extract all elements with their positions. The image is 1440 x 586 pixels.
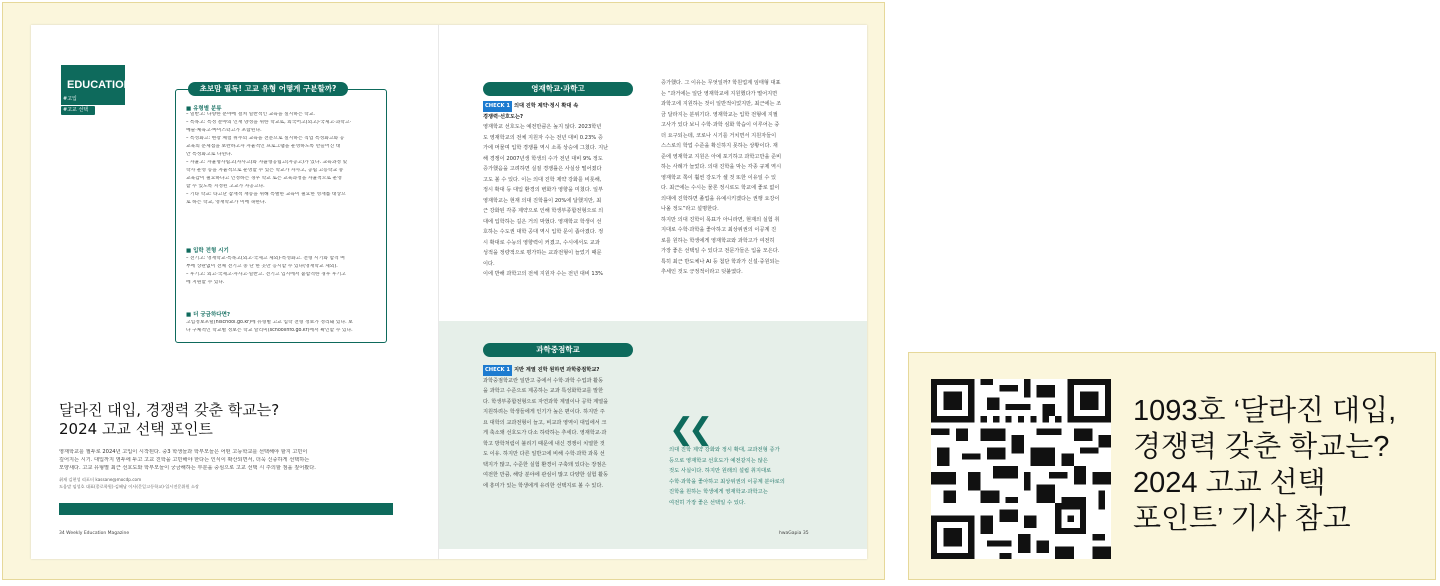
body-line: 과학중점학교란 일반고 중에서 수학·과학 수업과 활동 (483, 377, 604, 384)
body-line: 성적을 정량적으로 평가하는 교과전형이 늘었기 때문 (483, 250, 602, 256)
body-line: 이에 반해 과학고의 전체 지원자 수는 전년 대비 13% (483, 271, 603, 277)
sidebar-line: – 자율고: 자율형사립고(자사고)와 자율형공립고(자공고)가 있다. 교육과정 및 (186, 160, 348, 165)
check-title: 경쟁력·선호도는? (483, 113, 524, 120)
body-line: 추세인 것도 긍정적이라고 덧붙였다. (661, 269, 743, 275)
decorative-bar (59, 503, 393, 515)
quote-line: 수학·과학을 좋아하고 최상위권의 이공계 분야로의 (669, 478, 785, 485)
body-line: 호하는 수도권 대학 공대 역시 입학 문이 좁아졌다. 정 (483, 229, 604, 235)
sidebar-line: 안 특성화고로 나뉜다. (186, 152, 233, 157)
body-line: 로를 원하는 학생에게 영재학교와 과학고가 여전히 (661, 237, 775, 244)
sidebar-line: 학사 운영 등을 자율적으로 운영할 수 있는 학교가 자사고, 공립 고등학교 중 (186, 168, 344, 173)
tag: #고교 선택 (61, 106, 95, 115)
check-title: 지반 계열 진학 원하면 과학중점학교? (513, 367, 600, 373)
sidebar-line: 고입정보포털(hischool.go.kr)에 유형별 고교 입학 전형 정보가 정리돼 있다. 보 (186, 320, 353, 325)
body-line: 더 요구되는데, 코로나 시기를 거치면서 지원자들이 (661, 132, 777, 139)
body-line: 도 영재학교의 전체 지원자 수는 전년 대비 0.23% 증 (483, 134, 603, 141)
body-line: 지원하려는 학생들에게 인기가 높은 편이다. 하지만 주 (483, 409, 605, 415)
reference-caption (1133, 393, 1433, 537)
lede-line: 영재학교를 필두로 2024년 고입이 시작된다. 중3 학생들과 학부모들은 어떤 고등학교를 선택해야 할지 고민이 (59, 449, 308, 455)
caption-line: 포인트’ 기사 참고 (1133, 503, 1351, 535)
magazine-spread (31, 25, 867, 559)
page-number-right: hwaGapia 35 (779, 531, 809, 536)
body-line: 가장 좋은 선택일 수 있다고 전문가들은 입을 모은다. (661, 248, 780, 254)
body-line: 과학고에 지원하는 것이 일반적이었지만, 최근에는 조 (661, 101, 782, 107)
check-title: 의대 진학 제약·정시 확대 속 (513, 103, 579, 109)
sidebar-heading: ■ 더 궁금하다면? (186, 312, 231, 318)
tag: #고입 (61, 95, 95, 104)
body-line: 준에 영재학교 지원은 아예 포기하고 과학고만을 준비 (661, 153, 782, 160)
section-label: EDUCATION (61, 65, 125, 105)
body-line: 해 경쟁이 2007년생 학생의 수가 전년 대비 9% 정도 (483, 155, 603, 162)
check-label: CHECK 1 (483, 365, 512, 376)
quote-line: 진학을 원하는 학생에게 영재학교·과학고는 (669, 489, 768, 495)
body-line: 특히 최근 반도체나 AI 등 첨단 학과가 신설·중원되는 (661, 258, 780, 265)
byline: 도움말 임성호 대표(종로학원)·김혜남 이사(문일고등학교)·입시전문위원 소장 (59, 484, 199, 489)
column-left (483, 101, 661, 280)
body-line: 요 대학의 교과전형이 늘고, 비교과 영역이 대입에서 크 (483, 419, 607, 426)
sidebar-line: 할 수 있도록 지정된 고교가 자공고다. (186, 184, 265, 189)
sidebar-line: 다 구체적인 학교별 정보는 학교 알리미(schoolinfo.go.kr)에서 확인할 수 있다. (186, 328, 353, 333)
pull-quote (669, 445, 785, 508)
section-pill: 영재학교·과학고 (483, 82, 633, 96)
caption-line: 2024 고교 선택 (1133, 467, 1326, 499)
sidebar-box (175, 84, 387, 343)
section-pill: 과학중점학교 (483, 343, 633, 357)
lede-line: 모양새다. 고교 유형별 최근 선호도와 학부모들이 궁금해하는 부분을 중심으로 고교 선택 시 주의할 점을 짚어봤다. (59, 465, 316, 471)
body-line: 영재학교 쪽이 훨씬 강도가 셀 것 또한 이유일 수 있 (661, 174, 777, 181)
sidebar-line: 에 지원할 수 있다. (186, 280, 225, 285)
sidebar-line: – 기타 학교: 타고난 잠재적 재능을 위해 특별한 교육이 필요한 영재를 대상으 (186, 192, 346, 197)
body-line: 는 “과거에는 일단 영재학교에 지원했다가 떨어지면 (661, 90, 778, 97)
body-line: 가에 머물며 입학 경쟁률 역시 소폭 상승에 그쳤다. 지난 (483, 145, 609, 151)
body-line: 도 이유. 하지만 다른 일반고에 비해 수학·과학 과목 선 (483, 451, 605, 457)
quote-line: 여전히 가장 좋은 선택일 수 있다. (669, 499, 746, 506)
title-line: 2024 고교 선택 포인트 (59, 420, 213, 438)
sidebar-line: – 특성화고: 현장 체험 위주의 교육을 전문으로 실시하는 직업 특성화고와 공 (186, 136, 345, 141)
caption-line: 경쟁력 갖춘 학교는? (1133, 431, 1390, 463)
quote-line: 것도 사실이다. 하지만 원래의 설립 취지대로 (669, 468, 772, 474)
body-line: 시 확대로 수능의 영향력이 커졌고, 수시에서도 교과 (483, 239, 600, 246)
body-line: 하는 사례가 늘었다. 의대 진학을 막는 각종 규제 역시 (661, 164, 782, 170)
body-line: 에 흥미가 있는 학생에게 유리한 선택지로 볼 수 있다. (483, 482, 604, 489)
body-line: 이다. (483, 260, 495, 267)
sidebar-title: 초보맘 필독! 고교 유형 어떻게 구분할까? (188, 82, 348, 96)
page-number-left: 34 Weekly Education Magazine (59, 531, 130, 536)
body-line: 영재학교 선호도는 예전만큼은 높지 않다. 2023학년 (483, 124, 602, 130)
article-title (59, 401, 399, 439)
body-line: 의대에 진학하면 졸업을 유예시키겠다는 권행 요강이 (661, 195, 780, 202)
column-right (661, 78, 839, 278)
body-line: 고사가 있다 보니 수학·과학 심화 학습이 이루어는 중 (661, 122, 780, 128)
sidebar-heading: ■ 유형별 분류 (186, 106, 222, 112)
quote-line: 의대 진학 제약 강화와 정시 확대, 교과전형 증가 (669, 447, 780, 453)
sidebar-line: 교육의 문제점을 보완하고자 자율적인 프로그램을 운영하도록 만들어진 대 (186, 144, 341, 149)
body-line: 정시 확대 등 대입 환경의 변화가 영향을 미쳤다. 일부 (483, 187, 604, 193)
qr-code-icon[interactable] (931, 379, 1111, 559)
body-line: 택지가 많고, 수준한 실험 환경이 구축돼 있다는 장점은 (483, 461, 607, 468)
sidebar-line: – 후기고: 외고·국제고·자사고·일반고. 전기고 입시에서 불합격한 경우 후기고 (186, 272, 346, 277)
body-line: 을 과학고 수준으로 제공하는 교과 특성화학교를 말한 (483, 388, 604, 394)
body-line: 영재학교는 현재 의대 진학률이 20%에 달했지만, 최 (483, 197, 602, 204)
lede-line: 깊어지는 시기. 대입까지 염두에 두고 고교 진학을 고민해야 한다는 인식이 확산되면서, 더욱 신중하게 선택하는 (59, 457, 310, 463)
body-line: 나올 정도”라고 설명한다. (661, 206, 719, 212)
sidebar-line: – 전기고: 영재학교·특목고(외고·국제고 제외)·특성화고. 전형 시기와 합격 여 (186, 256, 345, 261)
quote-line: 등으로 영재학교 선호도가 예전같지는 않은 (669, 457, 768, 464)
body-line: 고도 볼 수 있다. 이는 의대 진학 제약 강화를 비롯해, (483, 176, 602, 183)
science-column (483, 365, 663, 491)
quote-icon: ❮❮ (669, 412, 708, 447)
body-line: 여전한 만큼, 해당 분야에 관심이 많고 다양한 실험 활동 (483, 472, 609, 478)
magazine-preview-panel (2, 2, 885, 580)
body-line: 다. 최근에는 수시는 물론 정시로도 학교에 좋로 없이 (661, 185, 780, 191)
check-label: CHECK 1 (483, 101, 512, 112)
body-line: 지대로 수학·과학을 좋아하고 최상위권의 이공계 진 (661, 227, 777, 233)
reference-panel (908, 352, 1436, 580)
body-line: 학고 방학처럼이 불리기 때문에 내신 경쟁이 치열한 것 (483, 440, 605, 447)
sidebar-heading: ■ 입학 전형 시기 (186, 248, 229, 254)
title-line: 달라진 대입, 경쟁력 갖춘 학교는? (59, 401, 280, 419)
sidebar-line: 부에 상관없이 전체 전기고 중 단 한 곳만 응시할 수 있다(영재학교 제외). (186, 264, 338, 269)
body-line: 다. 학생부종합전형으로 자연과학 계열이나 공학 계열을 (483, 398, 609, 405)
body-line: 금 달라지는 분위기다. 영재학교는 입학 전형에 지필 (661, 111, 778, 118)
sidebar-line: 교육감이 필요하다고 인정하는 경우 학교 또는 교육과정을 자율적으로 운영 (186, 176, 342, 181)
body-line: 증가했음을 고려하면 실질 경쟁률은 사실상 떨어졌다 (483, 166, 602, 172)
body-line: 증가했다. 그 이유는 무엇일까? 학원업계 임태형 대표 (661, 80, 781, 86)
body-line: 하지만 의대 진학이 목표가 아니라면, 현재의 실험 취 (661, 216, 780, 223)
byline: 취재 김현성 리포터 kassane@mocdp.com (59, 477, 142, 482)
sidebar-line: 로 하는 학교, 영재학교가 이에 속한다. (186, 200, 267, 205)
body-line: 게 축소돼 선호도가 다소 하락하는 추세다. 영재학교·과 (483, 430, 607, 436)
body-line: 스스로의 학업 수준을 확신하지 못하는 상황이다. 재 (661, 143, 778, 149)
sidebar-line: 예술·체육고·마이스터고가 포함된다. (186, 128, 262, 133)
body-line: 대에 입학하는 길은 거의 막혔다. 영재학교 학생이 선 (483, 218, 602, 225)
sidebar-line: – 특목고: 특정 분야의 인재 양성을 위한 학교로, 외국어고(외고)·국제고·과학고· (186, 120, 352, 125)
body-line: 근 강화된 각종 제약으로 인해 학생부종합전형으로 의 (483, 208, 604, 214)
caption-line: 1093호 ‘달라진 대입, (1133, 395, 1397, 427)
sidebar-line: – 일반고: 다양한 분야에 걸쳐 일반적인 교육을 실시하는 학교. (186, 112, 315, 117)
